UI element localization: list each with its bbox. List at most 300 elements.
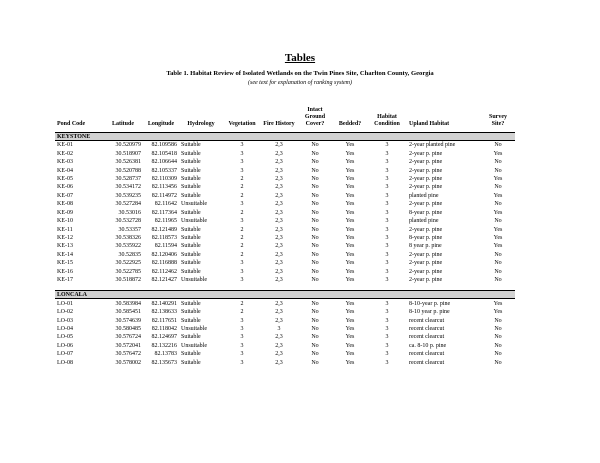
cell-upland-habitat: 2-year p. pine bbox=[409, 167, 443, 174]
cell-hydrology: Suitable bbox=[181, 235, 201, 242]
cell-ground-cover: No bbox=[311, 150, 319, 157]
table-row bbox=[55, 342, 515, 350]
table-row bbox=[55, 192, 515, 200]
cell-bedded: Yes bbox=[345, 209, 355, 216]
cell-pond-code: KE-06 bbox=[57, 184, 73, 191]
cell-longitude: 82.11965 bbox=[154, 218, 177, 225]
cell-longitude: 82.106644 bbox=[151, 159, 177, 166]
cell-latitude: 30.520979 bbox=[115, 142, 141, 149]
table-row bbox=[55, 259, 515, 267]
cell-hydrology: Suitable bbox=[181, 184, 201, 191]
cell-bedded: Yes bbox=[345, 277, 355, 284]
cell-upland-habitat: 8 year p. pine bbox=[409, 243, 442, 250]
cell-latitude: 30.522785 bbox=[115, 268, 141, 275]
cell-ground-cover: No bbox=[311, 342, 319, 349]
cell-habitat-condition: 3 bbox=[385, 167, 389, 174]
cell-vegetation: 3 bbox=[240, 325, 244, 332]
table-row bbox=[55, 359, 515, 367]
cell-latitude: 30.534172 bbox=[115, 184, 141, 191]
cell-vegetation: 3 bbox=[240, 277, 244, 284]
table-body bbox=[55, 133, 515, 367]
cell-upland-habitat: recent clearcut bbox=[409, 317, 445, 324]
cell-fire-history: 2,3 bbox=[275, 175, 283, 182]
cell-survey-site: No bbox=[494, 184, 502, 191]
col-header-fire-history: Fire History bbox=[263, 121, 295, 128]
cell-habitat-condition: 3 bbox=[385, 251, 389, 258]
cell-vegetation: 2 bbox=[240, 251, 244, 258]
cell-hydrology: Suitable bbox=[181, 175, 201, 182]
cell-ground-cover: No bbox=[311, 201, 319, 208]
cell-upland-habitat: 2-year p. pine bbox=[409, 150, 443, 157]
cell-bedded: Yes bbox=[345, 260, 355, 267]
cell-fire-history: 2,3 bbox=[275, 268, 283, 275]
section-name: LONCALA bbox=[55, 291, 515, 299]
cell-longitude: 82.109586 bbox=[151, 142, 177, 149]
cell-habitat-condition: 3 bbox=[385, 268, 389, 275]
cell-latitude: 30.520788 bbox=[115, 167, 141, 174]
cell-survey-site: No bbox=[494, 268, 502, 275]
cell-latitude: 30.578002 bbox=[115, 359, 141, 366]
cell-pond-code: LO-07 bbox=[57, 351, 73, 358]
cell-ground-cover: No bbox=[311, 334, 319, 341]
cell-latitude: 30.52835 bbox=[118, 251, 141, 258]
cell-upland-habitat: 8-10-year p. pine bbox=[409, 300, 451, 307]
cell-survey-site: No bbox=[494, 359, 502, 366]
cell-ground-cover: No bbox=[311, 192, 319, 199]
cell-hydrology: Unsuitable bbox=[181, 342, 207, 349]
cell-hydrology: Suitable bbox=[181, 243, 201, 250]
cell-vegetation: 2 bbox=[240, 309, 244, 316]
cell-pond-code: KE-13 bbox=[57, 243, 73, 250]
cell-ground-cover: No bbox=[311, 175, 319, 182]
col-header-vegetation: Vegetation bbox=[228, 121, 256, 128]
cell-pond-code: KE-10 bbox=[57, 218, 73, 225]
cell-upland-habitat: 2-year p. pine bbox=[409, 175, 443, 182]
cell-survey-site: Yes bbox=[493, 235, 503, 242]
cell-longitude: 82.124697 bbox=[151, 334, 177, 341]
cell-fire-history: 2,3 bbox=[275, 251, 283, 258]
cell-pond-code: KE-15 bbox=[57, 260, 73, 267]
col-header-ground-cover: Intact Ground Cover? bbox=[304, 107, 326, 128]
cell-bedded: Yes bbox=[345, 334, 355, 341]
cell-survey-site: No bbox=[494, 325, 502, 332]
col-header-hydrology: Hydrology bbox=[187, 121, 215, 128]
cell-survey-site: No bbox=[494, 317, 502, 324]
cell-pond-code: KE-05 bbox=[57, 175, 73, 182]
cell-upland-habitat: recent clearcut bbox=[409, 351, 445, 358]
cell-fire-history: 3 bbox=[277, 325, 281, 332]
cell-habitat-condition: 3 bbox=[385, 235, 389, 242]
cell-ground-cover: No bbox=[311, 317, 319, 324]
habitat-review-table bbox=[55, 100, 515, 367]
cell-pond-code: LO-05 bbox=[57, 334, 73, 341]
cell-bedded: Yes bbox=[345, 351, 355, 358]
page-title: Tables bbox=[284, 52, 316, 64]
cell-vegetation: 3 bbox=[240, 359, 244, 366]
cell-ground-cover: No bbox=[311, 243, 319, 250]
cell-survey-site: No bbox=[494, 167, 502, 174]
cell-vegetation: 2 bbox=[240, 175, 244, 182]
table-row bbox=[55, 325, 515, 333]
cell-fire-history: 2,3 bbox=[275, 235, 283, 242]
table-row bbox=[55, 200, 515, 208]
cell-latitude: 30.532728 bbox=[115, 218, 141, 225]
cell-hydrology: Unsuitable bbox=[181, 277, 207, 284]
table-row bbox=[55, 149, 515, 157]
cell-latitude: 30.53357 bbox=[118, 226, 141, 233]
cell-bedded: Yes bbox=[345, 142, 355, 149]
cell-bedded: Yes bbox=[345, 309, 355, 316]
cell-habitat-condition: 3 bbox=[385, 159, 389, 166]
table-row bbox=[55, 183, 515, 191]
cell-upland-habitat: 2-year p. pine bbox=[409, 260, 443, 267]
cell-hydrology: Suitable bbox=[181, 142, 201, 149]
table-row bbox=[55, 166, 515, 174]
cell-upland-habitat: ca. 8-10 p. pine bbox=[409, 342, 447, 349]
cell-fire-history: 2,3 bbox=[275, 351, 283, 358]
cell-upland-habitat: 2-year p. pine bbox=[409, 226, 443, 233]
cell-pond-code: KE-08 bbox=[57, 201, 73, 208]
cell-fire-history: 2,3 bbox=[275, 201, 283, 208]
cell-ground-cover: No bbox=[311, 300, 319, 307]
cell-longitude: 82.118042 bbox=[151, 325, 177, 332]
cell-latitude: 30.527284 bbox=[115, 201, 141, 208]
cell-fire-history: 2,3 bbox=[275, 159, 283, 166]
cell-vegetation: 2 bbox=[240, 243, 244, 250]
cell-vegetation: 3 bbox=[240, 201, 244, 208]
section-header-row bbox=[55, 133, 515, 141]
cell-pond-code: KE-01 bbox=[57, 142, 73, 149]
cell-hydrology: Suitable bbox=[181, 334, 201, 341]
cell-fire-history: 2,3 bbox=[275, 309, 283, 316]
table-row bbox=[55, 268, 515, 276]
cell-pond-code: LO-03 bbox=[57, 317, 73, 324]
cell-survey-site: Yes bbox=[493, 150, 503, 157]
cell-ground-cover: No bbox=[311, 167, 319, 174]
cell-vegetation: 2 bbox=[240, 209, 244, 216]
cell-vegetation: 3 bbox=[240, 342, 244, 349]
cell-longitude: 82.120406 bbox=[151, 251, 177, 258]
cell-pond-code: KE-07 bbox=[57, 192, 73, 199]
cell-longitude: 82.13783 bbox=[154, 351, 177, 358]
cell-bedded: Yes bbox=[345, 243, 355, 250]
cell-latitude: 30.53016 bbox=[118, 209, 141, 216]
cell-survey-site: Yes bbox=[493, 243, 503, 250]
cell-survey-site: No bbox=[494, 342, 502, 349]
cell-bedded: Yes bbox=[345, 184, 355, 191]
cell-latitude: 30.522925 bbox=[115, 260, 141, 267]
cell-longitude: 82.113456 bbox=[151, 184, 177, 191]
cell-upland-habitat: 2-year p. pine bbox=[409, 251, 443, 258]
cell-habitat-condition: 3 bbox=[385, 260, 389, 267]
cell-fire-history: 2,3 bbox=[275, 359, 283, 366]
col-header-upland-habitat: Upland Habitat bbox=[409, 121, 450, 128]
cell-pond-code: KE-02 bbox=[57, 150, 73, 157]
cell-ground-cover: No bbox=[311, 359, 319, 366]
cell-bedded: Yes bbox=[345, 201, 355, 208]
cell-survey-site: No bbox=[494, 260, 502, 267]
table-row bbox=[55, 217, 515, 225]
cell-hydrology: Suitable bbox=[181, 309, 201, 316]
table-row bbox=[55, 242, 515, 250]
cell-pond-code: KE-17 bbox=[57, 277, 73, 284]
cell-latitude: 30.583984 bbox=[115, 300, 141, 307]
cell-fire-history: 2,3 bbox=[275, 167, 283, 174]
cell-latitude: 30.576472 bbox=[115, 351, 141, 358]
table-row bbox=[55, 251, 515, 259]
cell-ground-cover: No bbox=[311, 218, 319, 225]
cell-survey-site: Yes bbox=[493, 226, 503, 233]
cell-vegetation: 2 bbox=[240, 235, 244, 242]
cell-latitude: 30.526381 bbox=[115, 159, 141, 166]
cell-longitude: 82.116888 bbox=[151, 260, 177, 267]
cell-longitude: 82.117651 bbox=[151, 317, 177, 324]
col-header-bedded: Bedded? bbox=[338, 121, 362, 128]
cell-vegetation: 3 bbox=[240, 167, 244, 174]
cell-latitude: 30.518907 bbox=[115, 150, 141, 157]
cell-pond-code: LO-08 bbox=[57, 359, 73, 366]
table-row bbox=[55, 225, 515, 233]
cell-hydrology: Suitable bbox=[181, 159, 201, 166]
cell-upland-habitat: planted pine bbox=[409, 192, 439, 199]
cell-longitude: 82.11594 bbox=[154, 243, 177, 250]
cell-bedded: Yes bbox=[345, 342, 355, 349]
cell-longitude: 82.118573 bbox=[151, 235, 177, 242]
cell-ground-cover: No bbox=[311, 251, 319, 258]
cell-hydrology: Suitable bbox=[181, 317, 201, 324]
cell-upland-habitat: recent clearcut bbox=[409, 325, 445, 332]
cell-upland-habitat: 2-year p. pine bbox=[409, 277, 443, 284]
cell-longitude: 82.114972 bbox=[151, 192, 177, 199]
cell-bedded: Yes bbox=[345, 167, 355, 174]
cell-survey-site: Yes bbox=[493, 192, 503, 199]
cell-longitude: 82.132216 bbox=[151, 342, 177, 349]
cell-latitude: 30.518872 bbox=[115, 277, 141, 284]
cell-fire-history: 2,3 bbox=[275, 243, 283, 250]
cell-habitat-condition: 3 bbox=[385, 201, 389, 208]
cell-fire-history: 2,3 bbox=[275, 260, 283, 267]
cell-vegetation: 3 bbox=[240, 268, 244, 275]
cell-habitat-condition: 3 bbox=[385, 226, 389, 233]
table-row bbox=[55, 299, 515, 308]
cell-pond-code: LO-06 bbox=[57, 342, 73, 349]
cell-pond-code: KE-03 bbox=[57, 159, 73, 166]
cell-ground-cover: No bbox=[311, 235, 319, 242]
cell-habitat-condition: 3 bbox=[385, 300, 389, 307]
cell-pond-code: KE-11 bbox=[57, 226, 73, 233]
cell-pond-code: LO-01 bbox=[57, 300, 73, 307]
cell-longitude: 82.110309 bbox=[151, 175, 177, 182]
cell-survey-site: No bbox=[494, 251, 502, 258]
cell-hydrology: Suitable bbox=[181, 251, 201, 258]
cell-longitude: 82.105337 bbox=[151, 167, 177, 174]
cell-hydrology: Suitable bbox=[181, 359, 201, 366]
cell-pond-code: KE-16 bbox=[57, 268, 73, 275]
cell-bedded: Yes bbox=[345, 317, 355, 324]
cell-habitat-condition: 3 bbox=[385, 150, 389, 157]
cell-fire-history: 2,3 bbox=[275, 226, 283, 233]
cell-bedded: Yes bbox=[345, 159, 355, 166]
cell-bedded: Yes bbox=[345, 251, 355, 258]
cell-habitat-condition: 3 bbox=[385, 175, 389, 182]
cell-vegetation: 3 bbox=[240, 142, 244, 149]
cell-longitude: 82.121427 bbox=[151, 277, 177, 284]
cell-vegetation: 3 bbox=[240, 334, 244, 341]
cell-hydrology: Unsuitable bbox=[181, 325, 207, 332]
cell-bedded: Yes bbox=[345, 218, 355, 225]
table-row bbox=[55, 350, 515, 358]
cell-longitude: 82.138633 bbox=[151, 309, 177, 316]
section-name: KEYSTONE bbox=[55, 133, 515, 141]
cell-survey-site: Yes bbox=[493, 309, 503, 316]
cell-latitude: 30.572041 bbox=[115, 342, 141, 349]
cell-upland-habitat: 8-year p. pine bbox=[409, 209, 443, 216]
table-row bbox=[55, 158, 515, 166]
cell-latitude: 30.574639 bbox=[115, 317, 141, 324]
cell-longitude: 82.11642 bbox=[154, 201, 177, 208]
cell-upland-habitat: 2-year planted pine bbox=[409, 142, 456, 149]
table-caption: Table 1. Habitat Review of Isolated Wetlands on the Twin Pines Site, Charlton County, Georgia bbox=[166, 70, 434, 77]
cell-ground-cover: No bbox=[311, 209, 319, 216]
cell-survey-site: No bbox=[494, 277, 502, 284]
cell-latitude: 30.539235 bbox=[115, 192, 141, 199]
table-row bbox=[55, 308, 515, 316]
table-row bbox=[55, 234, 515, 242]
cell-vegetation: 2 bbox=[240, 192, 244, 199]
cell-pond-code: KE-09 bbox=[57, 209, 73, 216]
col-header-habitat-condition: Habitat Condition bbox=[374, 114, 400, 128]
cell-longitude: 82.105418 bbox=[151, 150, 177, 157]
cell-latitude: 30.538326 bbox=[115, 235, 141, 242]
cell-fire-history: 2,3 bbox=[275, 317, 283, 324]
cell-survey-site: Yes bbox=[493, 175, 503, 182]
cell-bedded: Yes bbox=[345, 268, 355, 275]
cell-hydrology: Unsuitable bbox=[181, 201, 207, 208]
cell-bedded: Yes bbox=[345, 192, 355, 199]
cell-ground-cover: No bbox=[311, 226, 319, 233]
table-row bbox=[55, 316, 515, 324]
cell-habitat-condition: 3 bbox=[385, 317, 389, 324]
cell-vegetation: 2 bbox=[240, 184, 244, 191]
cell-bedded: Yes bbox=[345, 235, 355, 242]
cell-upland-habitat: recent clearcut bbox=[409, 334, 445, 341]
cell-bedded: Yes bbox=[345, 150, 355, 157]
cell-survey-site: No bbox=[494, 334, 502, 341]
cell-habitat-condition: 3 bbox=[385, 334, 389, 341]
cell-bedded: Yes bbox=[345, 175, 355, 182]
cell-ground-cover: No bbox=[311, 351, 319, 358]
cell-survey-site: Yes bbox=[493, 300, 503, 307]
col-header-pond-code: Pond Code bbox=[57, 121, 86, 128]
cell-hydrology: Suitable bbox=[181, 192, 201, 199]
cell-pond-code: LO-04 bbox=[57, 325, 73, 332]
cell-longitude: 82.117364 bbox=[151, 209, 177, 216]
cell-hydrology: Suitable bbox=[181, 167, 201, 174]
cell-survey-site: No bbox=[494, 201, 502, 208]
cell-longitude: 82.121489 bbox=[151, 226, 177, 233]
cell-ground-cover: No bbox=[311, 159, 319, 166]
cell-ground-cover: No bbox=[311, 142, 319, 149]
table-row bbox=[55, 175, 515, 183]
header-row bbox=[55, 100, 515, 133]
cell-vegetation: 3 bbox=[240, 150, 244, 157]
cell-ground-cover: No bbox=[311, 268, 319, 275]
cell-latitude: 30.576724 bbox=[115, 334, 141, 341]
cell-hydrology: Suitable bbox=[181, 260, 201, 267]
cell-hydrology: Suitable bbox=[181, 209, 201, 216]
cell-habitat-condition: 3 bbox=[385, 142, 389, 149]
cell-fire-history: 2,3 bbox=[275, 342, 283, 349]
cell-upland-habitat: 2-year p. pine bbox=[409, 159, 443, 166]
cell-upland-habitat: 2-year p. pine bbox=[409, 184, 443, 191]
cell-upland-habitat: recent clearcut bbox=[409, 359, 445, 366]
cell-hydrology: Suitable bbox=[181, 300, 201, 307]
cell-habitat-condition: 3 bbox=[385, 359, 389, 366]
cell-fire-history: 2,3 bbox=[275, 218, 283, 225]
cell-latitude: 30.580485 bbox=[115, 325, 141, 332]
cell-survey-site: No bbox=[494, 159, 502, 166]
cell-hydrology: Suitable bbox=[181, 150, 201, 157]
cell-upland-habitat: planted pine bbox=[409, 218, 439, 225]
col-header-longitude: Longitude bbox=[147, 121, 175, 128]
cell-vegetation: 3 bbox=[240, 159, 244, 166]
cell-upland-habitat: 2-year p. pine bbox=[409, 268, 443, 275]
cell-ground-cover: No bbox=[311, 325, 319, 332]
cell-latitude: 30.535922 bbox=[115, 243, 141, 250]
cell-vegetation: 2 bbox=[240, 226, 244, 233]
cell-survey-site: No bbox=[494, 142, 502, 149]
cell-longitude: 82.112462 bbox=[151, 268, 177, 275]
cell-bedded: Yes bbox=[345, 325, 355, 332]
cell-vegetation: 3 bbox=[240, 218, 244, 225]
col-header-survey-site: Survey Site? bbox=[489, 114, 507, 128]
cell-longitude: 82.140291 bbox=[151, 300, 177, 307]
cell-pond-code: KE-04 bbox=[57, 167, 73, 174]
cell-habitat-condition: 3 bbox=[385, 277, 389, 284]
table-subcaption: (see text for explanation of ranking system) bbox=[248, 80, 352, 86]
cell-bedded: Yes bbox=[345, 359, 355, 366]
cell-vegetation: 3 bbox=[240, 260, 244, 267]
cell-fire-history: 2,3 bbox=[275, 300, 283, 307]
cell-habitat-condition: 3 bbox=[385, 218, 389, 225]
cell-latitude: 30.528737 bbox=[115, 175, 141, 182]
cell-pond-code: LO-02 bbox=[57, 309, 73, 316]
cell-vegetation: 3 bbox=[240, 351, 244, 358]
cell-habitat-condition: 3 bbox=[385, 325, 389, 332]
section-header-row bbox=[55, 291, 515, 299]
cell-survey-site: No bbox=[494, 218, 502, 225]
cell-fire-history: 2,3 bbox=[275, 334, 283, 341]
cell-latitude: 30.585451 bbox=[115, 309, 141, 316]
table-row bbox=[55, 141, 515, 150]
cell-habitat-condition: 3 bbox=[385, 209, 389, 216]
cell-habitat-condition: 3 bbox=[385, 342, 389, 349]
cell-ground-cover: No bbox=[311, 309, 319, 316]
table-row bbox=[55, 209, 515, 217]
cell-fire-history: 2,3 bbox=[275, 209, 283, 216]
cell-habitat-condition: 3 bbox=[385, 243, 389, 250]
table-row bbox=[55, 333, 515, 341]
cell-vegetation: 2 bbox=[240, 300, 244, 307]
cell-fire-history: 2,3 bbox=[275, 192, 283, 199]
cell-fire-history: 2,3 bbox=[275, 142, 283, 149]
cell-hydrology: Unsuitable bbox=[181, 218, 207, 225]
table-row bbox=[55, 276, 515, 284]
cell-habitat-condition: 3 bbox=[385, 309, 389, 316]
cell-fire-history: 2,3 bbox=[275, 184, 283, 191]
cell-upland-habitat: 8-year p. pine bbox=[409, 235, 443, 242]
cell-hydrology: Suitable bbox=[181, 351, 201, 358]
